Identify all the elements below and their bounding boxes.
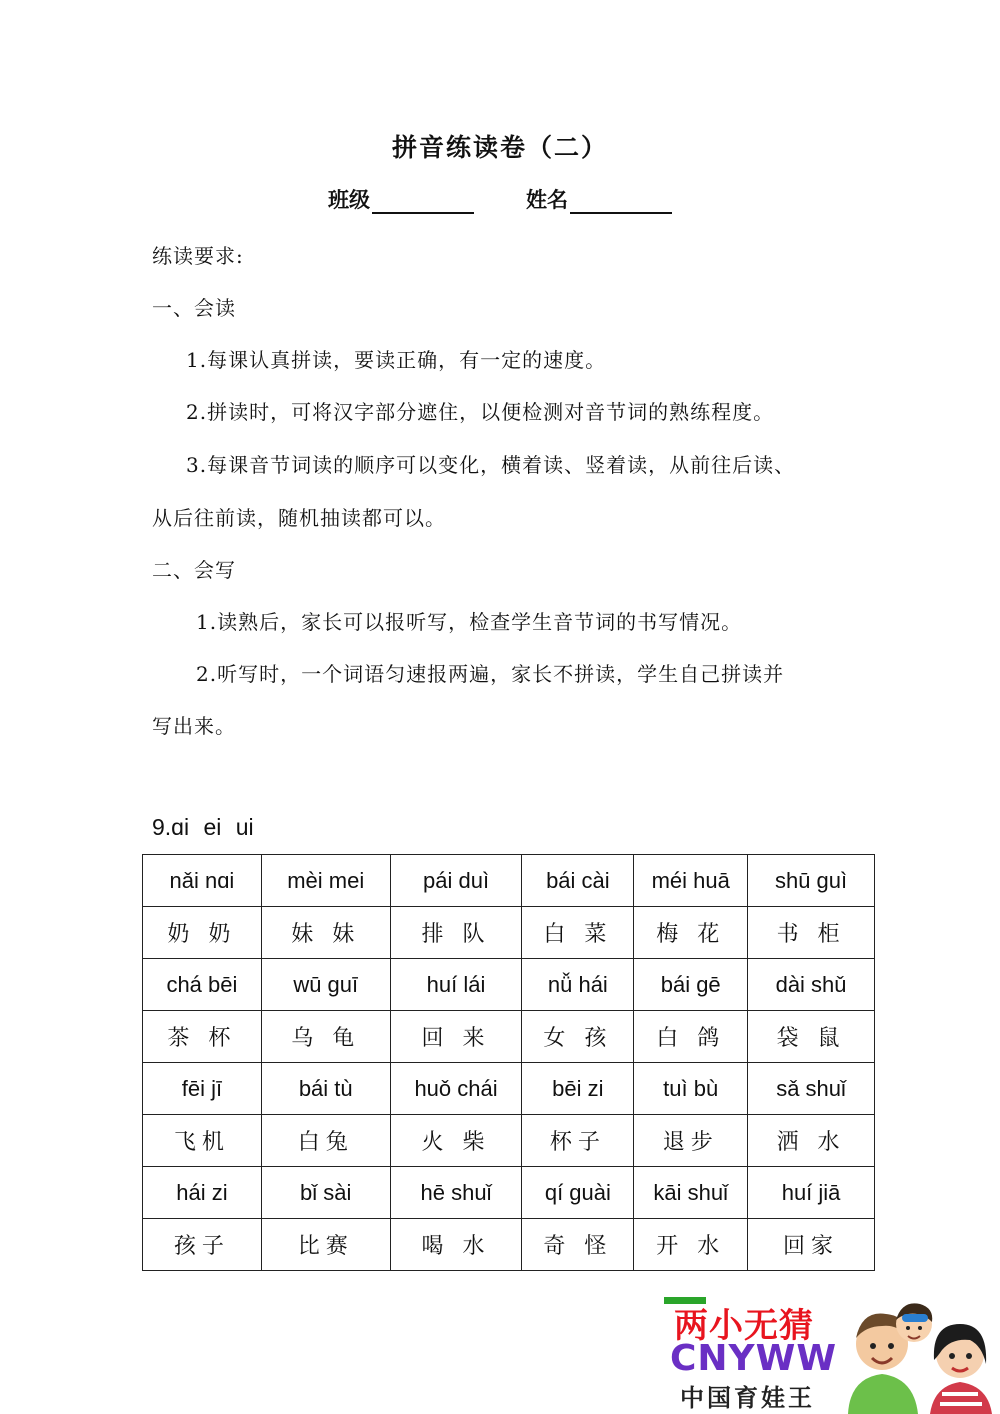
pinyin-cell: pái duì xyxy=(390,855,522,907)
section1-heading: 一、会读 xyxy=(152,296,236,320)
class-label: 班级 xyxy=(328,187,370,212)
hanzi-row xyxy=(143,1115,875,1167)
hanzi-cell: 女 孩 xyxy=(522,1011,634,1063)
pinyin-cell: hē shuǐ xyxy=(390,1167,522,1219)
logo-title: 两小无猜 xyxy=(674,1306,814,1346)
pinyin-cell: qí guài xyxy=(522,1167,634,1219)
pinyin-cell: tuì bù xyxy=(634,1063,748,1115)
pinyin-cell: bái tù xyxy=(261,1063,390,1115)
name-field[interactable] xyxy=(526,184,672,214)
pinyin-row xyxy=(143,1167,875,1219)
logo-brand: CNYWW xyxy=(670,1338,838,1379)
hanzi-cell: 袋 鼠 xyxy=(748,1011,875,1063)
hanzi-cell: 白 鸽 xyxy=(634,1011,748,1063)
pinyin-cell: hái zi xyxy=(143,1167,262,1219)
hanzi-cell: 梅 花 xyxy=(634,907,748,959)
page-title: 拼音练读卷（二） xyxy=(391,133,608,162)
section2-item2-continued: 写出来。 xyxy=(152,714,236,738)
hanzi-row xyxy=(143,907,875,959)
hanzi-cell: 乌 龟 xyxy=(261,1011,390,1063)
hanzi-cell: 洒 水 xyxy=(748,1115,875,1167)
pinyin-cell: chá bēi xyxy=(143,959,262,1011)
section1-item3: 3.每课音节词读的顺序可以变化，横着读、竖着读，从前往后读、 xyxy=(186,453,796,477)
name-blank[interactable] xyxy=(570,186,672,214)
pinyin-row xyxy=(143,1063,875,1115)
name-label: 姓名 xyxy=(526,187,568,212)
logo-tagline: 中国育娃王 xyxy=(680,1384,815,1412)
requirements-heading: 练读要求: xyxy=(152,244,244,268)
pinyin-cell: nǎi nɑi xyxy=(143,855,262,907)
hanzi-cell: 妹 妹 xyxy=(261,907,390,959)
pinyin-cell: méi huā xyxy=(634,855,748,907)
pinyin-cell: bái gē xyxy=(634,959,748,1011)
class-blank[interactable] xyxy=(372,186,474,214)
hanzi-cell: 杯子 xyxy=(522,1115,634,1167)
section2-heading: 二、会写 xyxy=(152,558,236,582)
goggles-icon xyxy=(902,1314,928,1322)
hanzi-cell: 白 菜 xyxy=(522,907,634,959)
hanzi-cell: 排 队 xyxy=(390,907,522,959)
pinyin-cell: nǚ hái xyxy=(522,959,634,1011)
pinyin-cell: bǐ sài xyxy=(261,1167,390,1219)
hanzi-row xyxy=(143,1011,875,1063)
hanzi-cell: 孩子 xyxy=(143,1219,262,1271)
unit-title: 9.ɑi ei ui xyxy=(152,814,254,840)
pinyin-cell: huǒ chái xyxy=(390,1063,522,1115)
pinyin-row xyxy=(143,855,875,907)
father-shirt-icon xyxy=(848,1374,918,1414)
pinyin-cell: huí jiā xyxy=(748,1167,875,1219)
pinyin-cell: bái cài xyxy=(522,855,634,907)
brand-logo xyxy=(664,1294,1000,1414)
section2-item2: 2.听写时，一个词语匀速报两遍，家长不拼读，学生自己拼读并 xyxy=(196,662,785,686)
pinyin-cell: sǎ shuǐ xyxy=(748,1063,875,1115)
pinyin-cell: wū guī xyxy=(261,959,390,1011)
pinyin-cell: mèi mei xyxy=(261,855,390,907)
hanzi-cell: 茶 杯 xyxy=(143,1011,262,1063)
hanzi-cell: 回家 xyxy=(748,1219,875,1271)
hanzi-row xyxy=(143,1219,875,1271)
section1-item2: 2.拼读时，可将汉字部分遮住，以便检测对音节词的熟练程度。 xyxy=(186,400,775,424)
hanzi-cell: 奇 怪 xyxy=(522,1219,634,1271)
pinyin-cell: bēi zi xyxy=(522,1063,634,1115)
hanzi-cell: 开 水 xyxy=(634,1219,748,1271)
section2-item1: 1.读熟后，家长可以报听写，检查学生音节词的书写情况。 xyxy=(196,610,743,634)
pinyin-cell: shū guì xyxy=(748,855,875,907)
hanzi-cell: 回 来 xyxy=(390,1011,522,1063)
hanzi-cell: 比赛 xyxy=(261,1219,390,1271)
hanzi-cell: 退步 xyxy=(634,1115,748,1167)
pinyin-row xyxy=(143,959,875,1011)
pinyin-cell: fēi jī xyxy=(143,1063,262,1115)
pinyin-cell: huí lái xyxy=(390,959,522,1011)
pinyin-cell: dài shǔ xyxy=(748,959,875,1011)
word-table xyxy=(142,854,875,1271)
section1-item1: 1.每课认真拼读，要读正确，有一定的速度。 xyxy=(186,348,607,372)
mother-shirt-icon xyxy=(930,1382,992,1414)
hanzi-cell: 飞机 xyxy=(143,1115,262,1167)
student-info xyxy=(0,184,1000,214)
family-cartoon-icon xyxy=(842,1294,1000,1414)
hanzi-cell: 火 柴 xyxy=(390,1115,522,1167)
hanzi-cell: 白兔 xyxy=(261,1115,390,1167)
class-field[interactable] xyxy=(328,184,474,214)
pinyin-cell: kāi shuǐ xyxy=(634,1167,748,1219)
hanzi-cell: 奶 奶 xyxy=(143,907,262,959)
section1-item3-continued: 从后往前读，随机抽读都可以。 xyxy=(152,506,446,530)
hanzi-cell: 喝 水 xyxy=(390,1219,522,1271)
hanzi-cell: 书 柜 xyxy=(748,907,875,959)
